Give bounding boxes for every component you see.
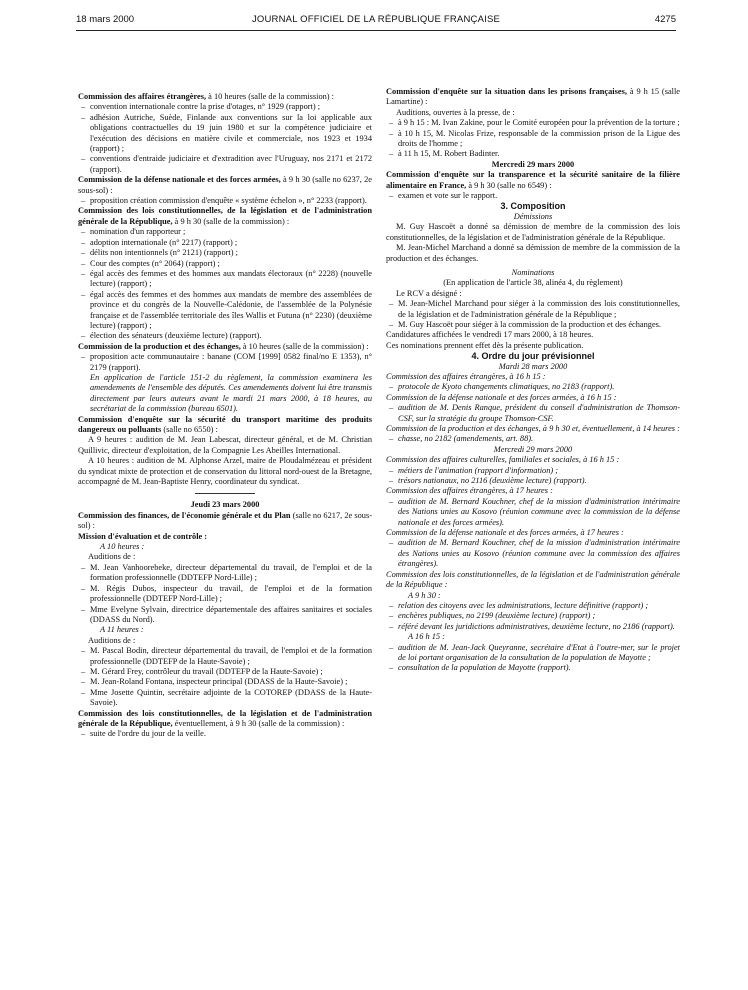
commission-heading: Commission des affaires étrangères, à 17 heures : (386, 486, 553, 496)
commission-heading: Commission des finances, de l'économie générale et du Plan (salle no 6217, 2e sous-sol) : (78, 510, 372, 531)
list-item: – M. Jean-Roland Fontana, inspecteur principal (DDASS de la Haute-Savoie) ; (78, 677, 372, 687)
header-title: JOURNAL OFFICIEL DE LA RÉPUBLIQUE FRANÇAISE (251, 14, 501, 25)
list-item: – proposition acte communautaire : banane (COM [1999] 0582 final/no E 1353), n° 2179 (rapport). (78, 352, 372, 373)
paragraph: A 9 heures : audition de M. Jean Labescat, directeur général, et de M. Christian Quillivic, directeur d'exploitation, de la Compagnie Les Abeilles International. (78, 435, 372, 455)
paragraph: M. Jean-Michel Marchand a donné sa démission de membre de la commission de la production et des échanges. (386, 243, 680, 263)
agenda-list (386, 299, 680, 330)
agenda-list (78, 352, 372, 373)
agenda-list (386, 403, 680, 424)
paragraph: Le RCV a désigné : (396, 288, 462, 298)
paragraph: (En application de l'article 38, alinéa 4, du règlement) (443, 278, 623, 288)
list-item: – élection des sénateurs (deuxième lecture) (rapport). (78, 331, 372, 341)
paragraph: Auditions, ouvertes à la presse, de : (396, 107, 515, 117)
header-page-number: 4275 (654, 14, 676, 25)
agenda-list (386, 497, 680, 528)
commission-heading: Commission des affaires étrangères, à 16 h 15 : (386, 371, 546, 381)
commission-heading: Commission de la production et des échanges, à 9 h 30 et, éventuellement, à 14 heures : (386, 424, 680, 433)
list-item: – Mme Evelyne Sylvain, directrice départementale des affaires sanitaires et sociales (DDASS du Nord). (78, 605, 372, 626)
paragraph: Candidatures affichées le vendredi 17 mars 2000, à 18 heures. (386, 330, 594, 340)
auditions-label: Auditions de : (88, 552, 136, 562)
list-item: – à 10 h 15, M. Nicolas Frize, responsable de la commission prison de la Ligue des droits de l'homme ; (386, 129, 680, 150)
list-item: – consultation de la population de Mayotte (rapport). (386, 663, 680, 673)
agenda-list (78, 729, 372, 739)
commission-heading: Commission de la défense nationale et des forces armées, à 16 h 15 : (386, 392, 617, 402)
commission-heading: Commission de la défense nationale et des forces armées, à 17 heures : (386, 528, 624, 538)
list-item: – trésors nationaux, no 2116 (deuxième lecture) (rapport). (386, 476, 680, 486)
agenda-list (386, 538, 680, 569)
list-item: – convention internationale contre la prise d'otages, n° 1929 (rapport) ; (78, 102, 372, 112)
list-item: – chasse, no 2182 (amendements, art. 88). (386, 434, 680, 444)
day-heading: Mardi 28 mars 2000 (498, 361, 568, 371)
list-item: – protocole de Kyoto changements climatiques, no 2183 (rapport). (386, 382, 680, 392)
list-item: – enchères publiques, no 2199 (deuxième lecture) (rapport) ; (386, 611, 680, 621)
agenda-list (78, 227, 372, 341)
time-label: A 10 heures : (100, 542, 145, 552)
list-item: – M. Jean-Michel Marchand pour siéger à la commission des lois constitutionnelles, de la législation et de l'administration générale de la République ; (386, 299, 680, 320)
list-item: – adhésion Autriche, Suède, Finlande aux conventions sur la loi applicable aux obligations contractuelles du 19 juin 1980 et sur la compétence judiciaire et l'exécution des décisions en matière civile et commerciale, nos 1923 et 1934 (rapport) ; (78, 113, 372, 155)
list-item: – examen et vote sur le rapport. (386, 191, 680, 201)
page-header (76, 14, 676, 28)
paragraph: Ces nominations prennent effet dès la présente publication. (386, 340, 584, 350)
list-item: – audition de M. Bernard Kouchner, chef de la mission d'administration intérimaire des Nations unies au Kosovo (réunion commune avec la commission des affaires étrangères). (386, 538, 680, 569)
commission-heading: Commission de la production et des échanges, à 10 heures (salle de la commission) : (78, 341, 369, 351)
day-heading: Mercredi 29 mars 2000 (491, 159, 575, 169)
agenda-list (78, 102, 372, 175)
day-heading: Jeudi 23 mars 2000 (190, 500, 260, 510)
list-item: – nomination d'un rapporteur ; (78, 227, 372, 237)
commission-heading: Commission d'enquête sur la sécurité du transport maritime des produits dangereux ou polluants (salle no 6550) : (78, 414, 372, 434)
agenda-list (386, 601, 680, 632)
right-column (386, 87, 680, 674)
paragraph: M. Guy Hascoët a donné sa démission de membre de la commission des lois constitutionnelles, de la législation et de l'administration générale de la République. (386, 222, 680, 242)
commission-heading: Commission des lois constitutionnelles, de la législation et de l'administration générale de la République, à 9 h 30 (salle de la commission) : (78, 206, 372, 226)
list-item: – M. Pascal Bodin, directeur départemental du travail, de l'emploi et de la formation professionnelle (DDTEFP de la Haute-Savoie) ; (78, 646, 372, 667)
commission-heading: Commission des affaires culturelles, familiales et sociales, à 16 h 15 : (386, 455, 620, 465)
list-item: – suite de l'ordre du jour de la veille. (78, 729, 372, 739)
list-item: – égal accès des femmes et des hommes aux mandats électoraux (n° 2228) (nouvelle lecture) (rapport) ; (78, 269, 372, 290)
agenda-list (386, 382, 680, 392)
list-item: – à 9 h 15 : M. Ivan Zakine, pour le Comité européen pour la prévention de la torture ; (386, 118, 680, 128)
commission-heading: Commission d'enquête sur la transparence et la sécurité sanitaire de la filière alimentaire en France, à 9 h 30 (salle no 6549) : (386, 170, 680, 190)
list-item: – conventions d'entraide judiciaire et d'extradition avec l'Uruguay, nos 2171 et 2172 (rapport). (78, 154, 372, 175)
time-label: A 11 heures : (100, 625, 144, 635)
list-item: – relation des citoyens avec les administrations, lecture définitive (rapport) ; (386, 601, 680, 611)
agenda-list (386, 643, 680, 674)
day-heading: Mercredi 29 mars 2000 (493, 444, 573, 454)
list-item: – proposition création commission d'enquête « système échelon », n° 2233 (rapport). (78, 196, 372, 206)
section-heading: 3. Composition (500, 201, 566, 212)
list-item: – M. Jean Vanhoorebeke, directeur départemental du travail, de l'emploi et de la formation professionnelle (DDTEFP Nord-Lille) ; (78, 563, 372, 584)
commission-heading: Commission de la défense nationale et des forces armées, à 9 h 30 (salle no 6237, 2e sous-sol) : (78, 175, 372, 195)
list-item: – Mme Josette Quintin, secrétaire adjointe de la COTOREP (DDASS de la Haute-Savoie). (78, 688, 372, 709)
list-item: – à 11 h 15, M. Robert Badinter. (386, 149, 680, 159)
agenda-list (386, 118, 680, 160)
time-label: A 16 h 15 : (408, 632, 445, 642)
auditions-label: Auditions de : (88, 635, 136, 645)
commission-heading: Commission des lois constitutionnelles, de la législation et de l'administration générale de la République, éventuellement, à 9 h 30 (salle de la commission) : (78, 708, 372, 728)
left-column (78, 92, 372, 740)
list-item: – audition de M. Bernard Kouchner, chef de la mission d'administration intérimaire des Nations unies au Kosovo (réunion commune avec la commission de la défense nationale et des forces armées). (386, 497, 680, 528)
agenda-list (78, 196, 372, 206)
agenda-list (386, 434, 680, 444)
list-item: – égal accès des femmes et des hommes aux mandats de membre des assemblées de province et du congrès de la Nouvelle-Calédonie, de l'assemblée de la Polynésie française et de l'assemblée territoriale des îles Wallis et Futuna (n° 2230) (deuxième lecture) (rapport) ; (78, 290, 372, 332)
list-item: – M. Régis Dubos, inspecteur du travail, de l'emploi et de la formation professionnelle (DDTEFP Nord-Lille) ; (78, 584, 372, 605)
list-item: – Cour des comptes (n° 2064) (rapport) ; (78, 259, 372, 269)
subsection-heading: Nominations (511, 267, 555, 277)
mission-heading: Mission d'évaluation et de contrôle : (78, 531, 208, 541)
paragraph: A 10 heures : audition de M. Alphonse Arzel, maire de Ploudalmézeau et président du syndicat mixte de protection et de conservation du littoral nord-ouest de la Bretagne, accompagné de M. Jean-Baptiste Henry, coordinateur du syndicat. (78, 456, 372, 487)
agenda-list (78, 563, 372, 625)
list-item: – M. Guy Hascoët pour siéger à la commission de la production et des échanges. (386, 320, 680, 330)
list-item: – M. Gérard Frey, contrôleur du travail (DDTEFP de la Haute-Savoie) ; (78, 667, 372, 677)
list-item: – audition de M. Jean-Jack Queyranne, secrétaire d'Etat à l'outre-mer, sur le projet de loi portant organisation de la consultation de la population de Mayotte ; (386, 643, 680, 664)
commission-heading: Commission des lois constitutionnelles, de la législation et de l'administration générale de la République : (386, 569, 680, 590)
list-item: – délits non intentionnels (n° 2121) (rapport) ; (78, 248, 372, 258)
header-rule (76, 30, 676, 31)
commission-heading: Commission des affaires étrangères, à 10 heures (salle de la commission) : (78, 92, 334, 101)
agenda-list (78, 646, 372, 708)
subsection-heading: Démissions (513, 211, 553, 221)
section-divider (195, 493, 255, 494)
list-item: – métiers de l'animation (rapport d'information) ; (386, 466, 680, 476)
agenda-list (386, 466, 680, 487)
list-item: – référé devant les juridictions administratives, deuxième lecture, no 2186 (rapport). (386, 622, 680, 632)
list-item: – adoption internationale (n° 2217) (rapport) ; (78, 238, 372, 248)
section-heading: 4. Ordre du jour prévisionnel (471, 351, 595, 362)
agenda-list (386, 191, 680, 201)
list-item: – audition de M. Denis Ranque, président du conseil d'administration de Thomson-CSF, sur la stratégie du groupe Thomson-CSF. (386, 403, 680, 424)
header-date: 18 mars 2000 (76, 14, 135, 25)
procedure-note: En application de l'article 151-2 du règlement, la commission examinera les amendements de l'ensemble des députés. Ces amendements doivent lui être transmis directement par leurs auteurs avant le mardi 21 mars 2000, à 18 heures, au secrétariat de la commission (bureau 6501). (90, 372, 372, 414)
time-label: A 9 h 30 : (408, 590, 441, 600)
commission-heading: Commission d'enquête sur la situation dans les prisons françaises, à 9 h 15 (salle Lamartine) : (386, 87, 680, 107)
